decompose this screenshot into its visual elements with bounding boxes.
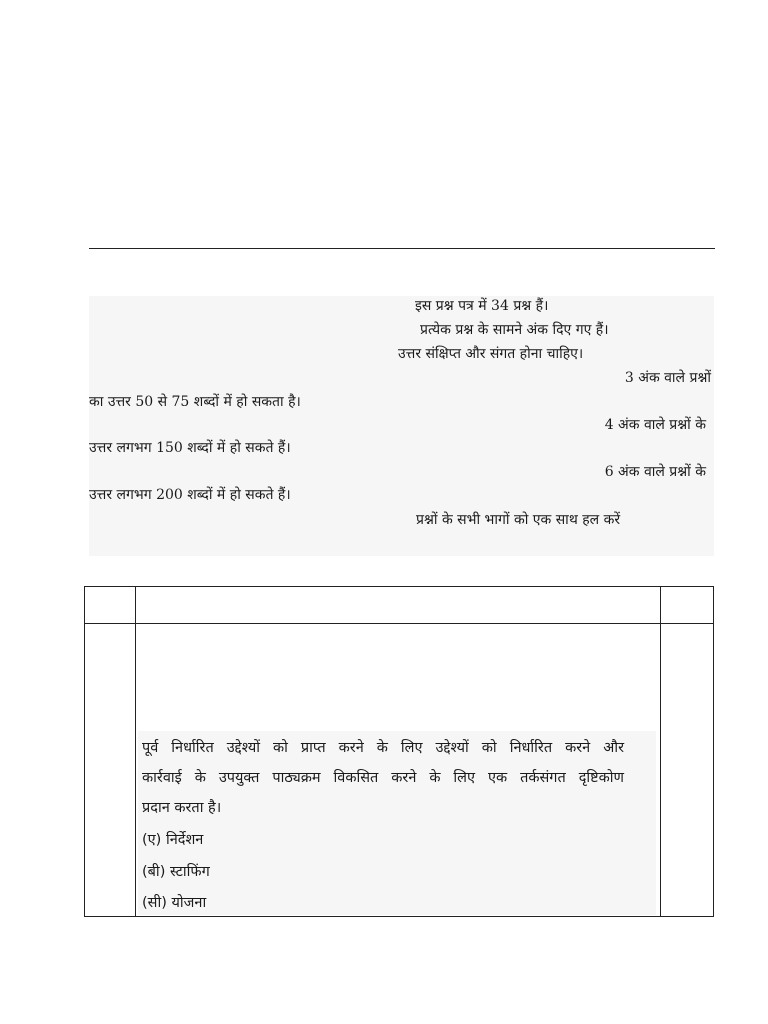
table-column-divider (660, 587, 661, 916)
instruction-line: प्रश्नों के सभी भागों को एक साथ हल करें (416, 512, 621, 528)
option-b: (बी) स्टाफिंग (142, 864, 210, 880)
table-row-divider (85, 623, 713, 624)
instruction-line: इस प्रश्न पत्र में 34 प्रश्न हैं। (415, 298, 549, 314)
option-a: (ए) निर्देशन (142, 832, 204, 848)
instruction-line: 4 अंक वाले प्रश्नों के (604, 417, 706, 433)
instruction-line: 3 अंक वाले प्रश्नों (624, 370, 711, 386)
question-text: प्रदान करता है। (142, 800, 222, 816)
instruction-line: उत्तर लगभग 150 शब्दों में हो सकते हैं। (89, 440, 291, 456)
question-text: कार्रवाई के उपयुक्त पाठ्यक्रम विकसित करने के लिए एक तर्कसंगत दृष्टिकोण (142, 770, 624, 786)
instruction-line: 6 अंक वाले प्रश्नों के (604, 464, 706, 480)
question-box (138, 731, 656, 915)
instruction-line: उत्तर संक्षिप्त और संगत होना चाहिए। (398, 346, 584, 362)
instruction-line: उत्तर लगभग 200 शब्दों में हो सकते हैं। (89, 487, 291, 503)
instruction-line: प्रत्येक प्रश्न के सामने अंक दिए गए हैं। (420, 322, 609, 338)
header-divider (89, 248, 715, 249)
option-c: (सी) योजना (142, 895, 207, 911)
instruction-line: का उत्तर 50 से 75 शब्दों में हो सकता है। (89, 394, 301, 410)
question-text: पूर्व निर्धारित उद्देश्यों को प्राप्त करने के लिए उद्देश्यों को निर्धारित करने और (142, 740, 624, 756)
table-column-divider (135, 587, 136, 916)
